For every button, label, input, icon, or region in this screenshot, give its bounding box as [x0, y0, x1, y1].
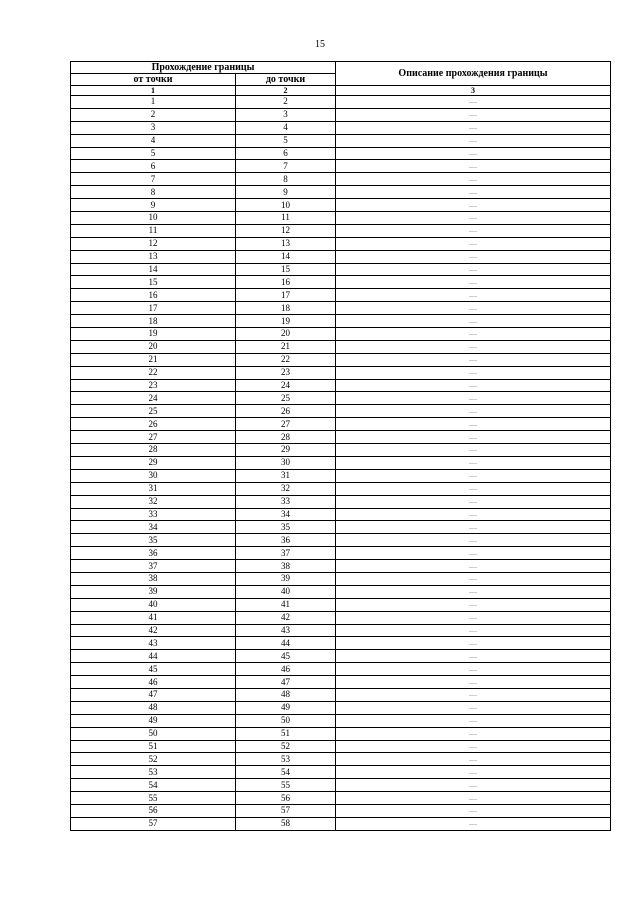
table-row	[71, 431, 611, 444]
to-point-cell: 28	[236, 431, 336, 444]
description-cell: —	[336, 418, 611, 431]
to-point-cell: 57	[236, 804, 336, 817]
description-cell: —	[336, 328, 611, 341]
description-cell: —	[336, 534, 611, 547]
from-point-cell: 33	[71, 508, 236, 521]
from-point-cell: 42	[71, 624, 236, 637]
to-point-cell: 32	[236, 482, 336, 495]
table-row	[71, 328, 611, 341]
table-row	[71, 366, 611, 379]
table-row	[71, 160, 611, 173]
table-row	[71, 315, 611, 328]
from-point-cell: 19	[71, 328, 236, 341]
table-row	[71, 250, 611, 263]
table-row	[71, 817, 611, 830]
from-point-cell: 54	[71, 779, 236, 792]
to-point-cell: 38	[236, 560, 336, 573]
from-point-cell: 21	[71, 353, 236, 366]
from-point-cell: 46	[71, 676, 236, 689]
from-point-cell: 29	[71, 456, 236, 469]
to-point-cell: 11	[236, 212, 336, 225]
from-point-cell: 26	[71, 418, 236, 431]
description-cell: —	[336, 688, 611, 701]
to-point-cell: 33	[236, 495, 336, 508]
from-point-cell: 2	[71, 108, 236, 121]
from-point-cell: 57	[71, 817, 236, 830]
from-point-cell: 36	[71, 547, 236, 560]
description-cell: —	[336, 250, 611, 263]
to-point-cell: 21	[236, 340, 336, 353]
to-point-cell: 19	[236, 315, 336, 328]
table-row	[71, 263, 611, 276]
to-point-cell: 13	[236, 237, 336, 250]
column-number-1: 1	[71, 86, 236, 96]
description-cell: —	[336, 521, 611, 534]
description-cell: —	[336, 676, 611, 689]
from-point-cell: 25	[71, 405, 236, 418]
from-point-cell: 35	[71, 534, 236, 547]
table-row	[71, 199, 611, 212]
to-point-cell: 9	[236, 186, 336, 199]
from-point-cell: 15	[71, 276, 236, 289]
to-point-cell: 25	[236, 392, 336, 405]
from-point-cell: 1	[71, 96, 236, 109]
description-cell: —	[336, 817, 611, 830]
from-point-cell: 16	[71, 289, 236, 302]
table-row	[71, 727, 611, 740]
table-row	[71, 688, 611, 701]
table-row	[71, 547, 611, 560]
table-row	[71, 353, 611, 366]
table-row	[71, 379, 611, 392]
description-cell: —	[336, 663, 611, 676]
from-point-cell: 43	[71, 637, 236, 650]
to-point-cell: 42	[236, 611, 336, 624]
table-row	[71, 444, 611, 457]
to-point-cell: 49	[236, 701, 336, 714]
from-point-cell: 13	[71, 250, 236, 263]
table-row	[71, 676, 611, 689]
table-row	[71, 740, 611, 753]
description-cell: —	[336, 96, 611, 109]
table-row	[71, 96, 611, 109]
from-point-cell: 34	[71, 521, 236, 534]
to-point-cell: 14	[236, 250, 336, 263]
description-cell: —	[336, 160, 611, 173]
description-cell: —	[336, 482, 611, 495]
page-number: 15	[315, 39, 325, 50]
description-cell: —	[336, 405, 611, 418]
to-point-cell: 37	[236, 547, 336, 560]
table-row	[71, 624, 611, 637]
to-point-cell: 6	[236, 147, 336, 160]
from-point-cell: 28	[71, 444, 236, 457]
from-point-cell: 9	[71, 199, 236, 212]
to-point-cell: 23	[236, 366, 336, 379]
from-point-cell: 48	[71, 701, 236, 714]
description-cell: —	[336, 108, 611, 121]
boundary-group-header: Прохождение границы	[71, 62, 336, 74]
description-cell: —	[336, 212, 611, 225]
description-cell: —	[336, 792, 611, 805]
description-cell: —	[336, 611, 611, 624]
description-cell: —	[336, 199, 611, 212]
to-point-cell: 30	[236, 456, 336, 469]
from-point-column-header: от точки	[71, 74, 236, 86]
description-cell: —	[336, 379, 611, 392]
table-row	[71, 418, 611, 431]
column-number-3: 3	[336, 86, 611, 96]
table-row	[71, 482, 611, 495]
table-row	[71, 766, 611, 779]
description-cell: —	[336, 276, 611, 289]
description-cell: —	[336, 572, 611, 585]
to-point-cell: 15	[236, 263, 336, 276]
from-point-cell: 37	[71, 560, 236, 573]
table-row	[71, 714, 611, 727]
to-point-cell: 56	[236, 792, 336, 805]
to-point-cell: 5	[236, 134, 336, 147]
to-point-cell: 29	[236, 444, 336, 457]
description-cell: —	[336, 714, 611, 727]
from-point-cell: 49	[71, 714, 236, 727]
description-cell: —	[336, 121, 611, 134]
from-point-cell: 10	[71, 212, 236, 225]
to-point-cell: 7	[236, 160, 336, 173]
from-point-cell: 4	[71, 134, 236, 147]
to-point-cell: 50	[236, 714, 336, 727]
to-point-cell: 27	[236, 418, 336, 431]
from-point-cell: 7	[71, 173, 236, 186]
description-cell: —	[336, 585, 611, 598]
to-point-cell: 16	[236, 276, 336, 289]
from-point-cell: 56	[71, 804, 236, 817]
description-cell: —	[336, 560, 611, 573]
from-point-cell: 41	[71, 611, 236, 624]
description-cell: —	[336, 366, 611, 379]
from-point-cell: 38	[71, 572, 236, 585]
description-cell: —	[336, 340, 611, 353]
from-point-cell: 31	[71, 482, 236, 495]
description-cell: —	[336, 134, 611, 147]
description-cell: —	[336, 727, 611, 740]
description-cell: —	[336, 766, 611, 779]
table-row	[71, 792, 611, 805]
table-row	[71, 340, 611, 353]
from-point-cell: 45	[71, 663, 236, 676]
description-cell: —	[336, 779, 611, 792]
description-cell: —	[336, 495, 611, 508]
table-row	[71, 392, 611, 405]
table-row	[71, 134, 611, 147]
table-row	[71, 753, 611, 766]
table-row	[71, 173, 611, 186]
to-point-cell: 12	[236, 224, 336, 237]
from-point-cell: 20	[71, 340, 236, 353]
table-row	[71, 598, 611, 611]
to-point-cell: 51	[236, 727, 336, 740]
to-point-cell: 8	[236, 173, 336, 186]
from-point-cell: 27	[71, 431, 236, 444]
description-cell: —	[336, 624, 611, 637]
from-point-cell: 18	[71, 315, 236, 328]
description-cell: —	[336, 392, 611, 405]
to-point-cell: 47	[236, 676, 336, 689]
description-column-header: Описание прохождения границы	[336, 62, 611, 86]
to-point-cell: 26	[236, 405, 336, 418]
to-point-cell: 2	[236, 96, 336, 109]
table-row	[71, 121, 611, 134]
table-row	[71, 534, 611, 547]
from-point-cell: 8	[71, 186, 236, 199]
to-point-cell: 44	[236, 637, 336, 650]
to-point-cell: 34	[236, 508, 336, 521]
table-row	[71, 224, 611, 237]
from-point-cell: 50	[71, 727, 236, 740]
to-point-cell: 31	[236, 469, 336, 482]
from-point-cell: 23	[71, 379, 236, 392]
to-point-cell: 53	[236, 753, 336, 766]
table-row	[71, 108, 611, 121]
to-point-cell: 3	[236, 108, 336, 121]
to-point-cell: 46	[236, 663, 336, 676]
description-cell: —	[336, 431, 611, 444]
table-row	[71, 212, 611, 225]
to-point-cell: 43	[236, 624, 336, 637]
from-point-cell: 52	[71, 753, 236, 766]
description-cell: —	[336, 173, 611, 186]
from-point-cell: 44	[71, 650, 236, 663]
description-cell: —	[336, 637, 611, 650]
from-point-cell: 32	[71, 495, 236, 508]
from-point-cell: 17	[71, 302, 236, 315]
description-cell: —	[336, 804, 611, 817]
description-cell: —	[336, 302, 611, 315]
to-point-column-header: до точки	[236, 74, 336, 86]
to-point-cell: 4	[236, 121, 336, 134]
from-point-cell: 12	[71, 237, 236, 250]
from-point-cell: 3	[71, 121, 236, 134]
from-point-cell: 51	[71, 740, 236, 753]
from-point-cell: 47	[71, 688, 236, 701]
description-cell: —	[336, 147, 611, 160]
table-row	[71, 147, 611, 160]
description-cell: —	[336, 456, 611, 469]
to-point-cell: 10	[236, 199, 336, 212]
table-header	[71, 62, 611, 96]
table-row	[71, 521, 611, 534]
description-cell: —	[336, 186, 611, 199]
description-cell: —	[336, 508, 611, 521]
table-row	[71, 302, 611, 315]
from-point-cell: 5	[71, 147, 236, 160]
table-row	[71, 779, 611, 792]
description-cell: —	[336, 469, 611, 482]
to-point-cell: 40	[236, 585, 336, 598]
to-point-cell: 22	[236, 353, 336, 366]
to-point-cell: 17	[236, 289, 336, 302]
from-point-cell: 24	[71, 392, 236, 405]
description-cell: —	[336, 289, 611, 302]
table-row	[71, 560, 611, 573]
table-row	[71, 508, 611, 521]
table-row	[71, 804, 611, 817]
column-number-2: 2	[236, 86, 336, 96]
table-row	[71, 701, 611, 714]
to-point-cell: 45	[236, 650, 336, 663]
table-row	[71, 585, 611, 598]
description-cell: —	[336, 650, 611, 663]
description-cell: —	[336, 547, 611, 560]
table-row	[71, 289, 611, 302]
table-row	[71, 469, 611, 482]
table-row	[71, 456, 611, 469]
table-row	[71, 650, 611, 663]
table-row	[71, 663, 611, 676]
to-point-cell: 35	[236, 521, 336, 534]
from-point-cell: 6	[71, 160, 236, 173]
table-row	[71, 495, 611, 508]
table-row	[71, 572, 611, 585]
boundary-table	[70, 61, 611, 831]
to-point-cell: 58	[236, 817, 336, 830]
to-point-cell: 36	[236, 534, 336, 547]
description-cell: —	[336, 353, 611, 366]
to-point-cell: 18	[236, 302, 336, 315]
to-point-cell: 55	[236, 779, 336, 792]
table-body	[71, 96, 611, 831]
to-point-cell: 54	[236, 766, 336, 779]
from-point-cell: 40	[71, 598, 236, 611]
from-point-cell: 39	[71, 585, 236, 598]
to-point-cell: 24	[236, 379, 336, 392]
description-cell: —	[336, 263, 611, 276]
description-cell: —	[336, 598, 611, 611]
from-point-cell: 14	[71, 263, 236, 276]
from-point-cell: 55	[71, 792, 236, 805]
from-point-cell: 22	[71, 366, 236, 379]
table-row	[71, 611, 611, 624]
to-point-cell: 48	[236, 688, 336, 701]
table-row	[71, 237, 611, 250]
description-cell: —	[336, 444, 611, 457]
table-row	[71, 637, 611, 650]
description-cell: —	[336, 701, 611, 714]
description-cell: —	[336, 740, 611, 753]
from-point-cell: 53	[71, 766, 236, 779]
to-point-cell: 41	[236, 598, 336, 611]
to-point-cell: 52	[236, 740, 336, 753]
description-cell: —	[336, 315, 611, 328]
description-cell: —	[336, 237, 611, 250]
description-cell: —	[336, 224, 611, 237]
table-row	[71, 276, 611, 289]
from-point-cell: 11	[71, 224, 236, 237]
table-row	[71, 405, 611, 418]
to-point-cell: 20	[236, 328, 336, 341]
to-point-cell: 39	[236, 572, 336, 585]
description-cell: —	[336, 753, 611, 766]
from-point-cell: 30	[71, 469, 236, 482]
table-row	[71, 186, 611, 199]
